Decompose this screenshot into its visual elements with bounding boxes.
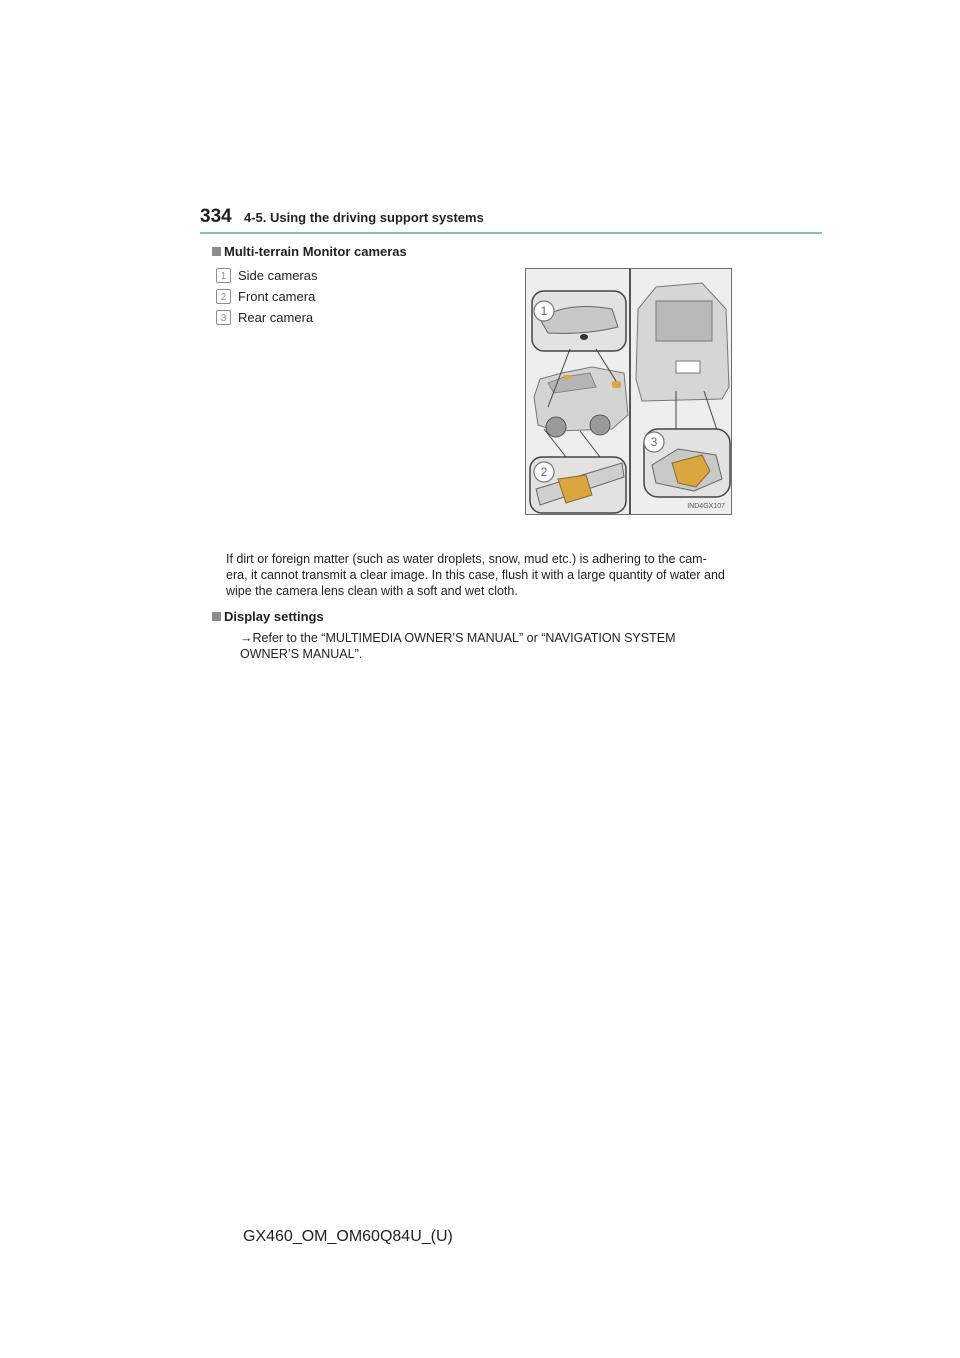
heading-multi-terrain-cameras <box>212 244 407 259</box>
note-line: era, it cannot transmit a clear image. In this case, flush it with a large quantity of water and <box>226 568 725 582</box>
camera-location-figure <box>525 268 732 515</box>
camera-cleaning-note <box>226 551 746 599</box>
square-bullet-icon <box>212 247 221 256</box>
reference-line: →Refer to the “MULTIMEDIA OWNER’S MANUAL” or “NAVIGATION SYSTEM <box>240 631 676 645</box>
section-title: 4-5. Using the driving support systems <box>244 210 484 225</box>
legend-label: Front camera <box>238 288 316 304</box>
note-line: If dirt or foreign matter (such as water droplets, snow, mud etc.) is adhering to the cam- <box>226 552 707 566</box>
legend-label: Rear camera <box>238 309 314 325</box>
callout-2: 2 <box>540 465 548 479</box>
display-settings-reference <box>240 630 745 662</box>
camera-illustration <box>526 269 732 515</box>
heading-text: Multi-terrain Monitor cameras <box>224 244 407 259</box>
header-rule <box>200 232 822 234</box>
note-line: wipe the camera lens clean with a soft and wet cloth. <box>226 584 518 598</box>
square-bullet-icon <box>212 612 221 621</box>
legend-label: Side cameras <box>238 267 318 283</box>
callout-3: 3 <box>650 435 658 449</box>
legend-item-side-cameras <box>216 266 317 284</box>
number-badge: 2 <box>216 289 231 304</box>
heading-display-settings <box>212 609 324 624</box>
page-header <box>200 206 822 234</box>
legend-item-rear-camera <box>216 308 313 326</box>
number-badge: 3 <box>216 310 231 325</box>
figure-code: IND4GX107 <box>687 503 725 510</box>
number-badge: 1 <box>216 268 231 283</box>
page-number: 334 <box>200 206 232 227</box>
heading-text: Display settings <box>224 609 324 624</box>
callout-1: 1 <box>540 304 548 318</box>
document-code: GX460_OM_OM60Q84U_(U) <box>243 1228 453 1245</box>
reference-line: OWNER’S MANUAL”. <box>240 647 363 661</box>
legend-item-front-camera <box>216 287 315 305</box>
